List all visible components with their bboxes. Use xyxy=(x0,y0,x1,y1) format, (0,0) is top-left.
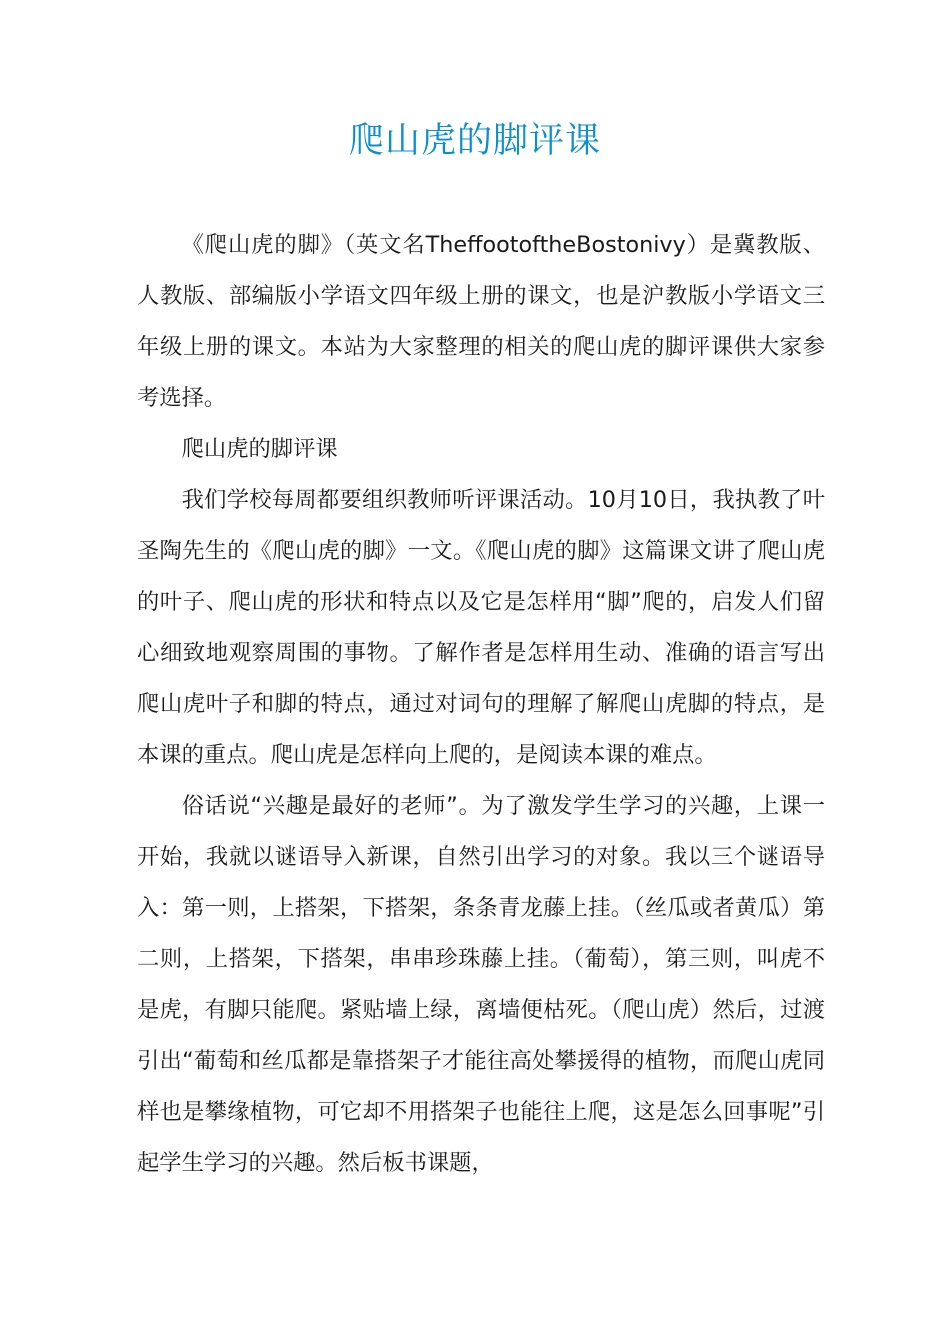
paragraph-subheading: 爬山虎的脚评课 xyxy=(181,436,338,462)
paragraph-intro: 《爬山虎的脚》（英文名TheffootoftheBostonivy）是冀教版、人教版、部编版小学语文四年级上册的课文，也是沪教版小学语文三年级上册的课文。本站为大家整理的相关的爬山虎的脚评课供大家参考选择。 xyxy=(137,232,825,411)
paragraph-riddle-intro: 俗话说“兴趣是最好的老师”。为了激发学生学习的兴趣，上课一开始，我就以谜语导入新课，自然引出学习的对象。我以三个谜语导入：第一则，上搭架，下搭架，条条青龙藤上挂。（丝瓜或者黄瓜）第二则，上搭架，下搭架，串串珍珠藤上挂。（葡萄），第三则，叫虎不是虎，有脚只能爬。紧贴墙上绿，离墙便枯死。（爬山虎）然后，过渡引出“葡萄和丝瓜都是靠搭架子才能往高处攀援得的植物，而爬山虎同样也是攀缘植物，可它却不用搭架子也能往上爬，这是怎么回事呢”引起学生学习的兴趣。然后板书课题， xyxy=(137,793,825,1176)
document-body xyxy=(137,220,825,1189)
document-title: 爬山虎的脚评课 xyxy=(348,121,601,161)
paragraph-lesson-overview: 我们学校每周都要组织教师听评课活动。10月10日，我执教了叶圣陶先生的《爬山虎的脚》一文。《爬山虎的脚》这篇课文讲了爬山虎的叶子、爬山虎的形状和特点以及它是怎样用“脚”爬的，启发人们留心细致地观察周围的事物。了解作者是怎样用生动、准确的语言写出爬山虎叶子和脚的特点，通过对词句的理解了解爬山虎脚的特点，是本课的重点。爬山虎是怎样向上爬的，是阅读本课的难点。 xyxy=(137,487,825,768)
